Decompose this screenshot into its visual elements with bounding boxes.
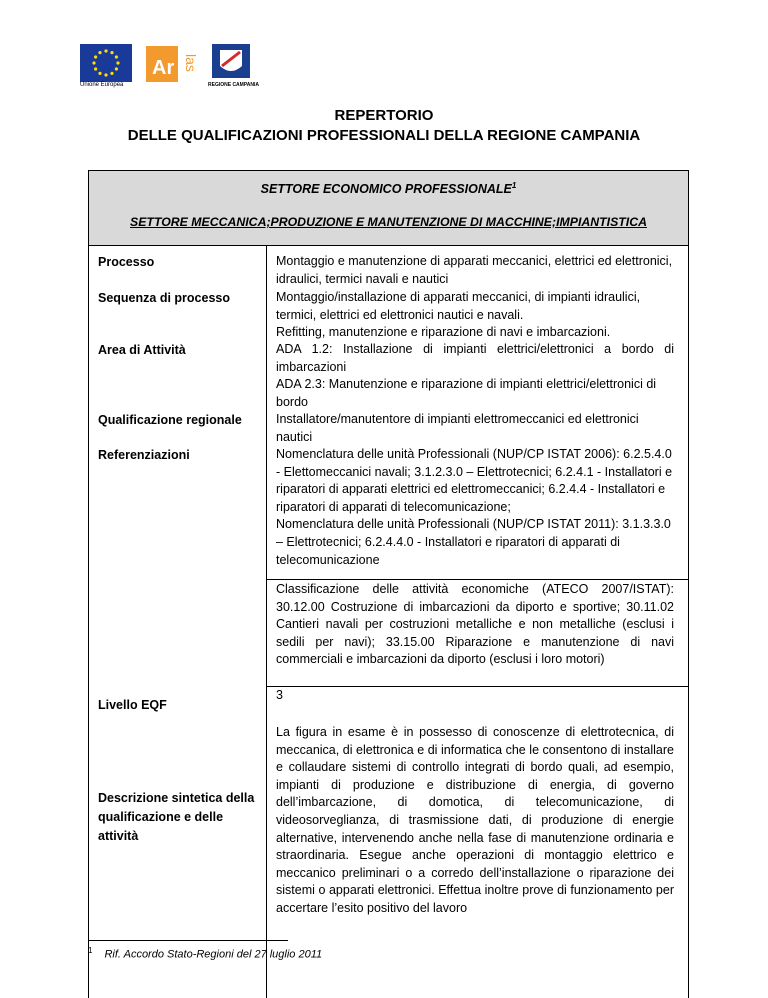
value-area: [276, 341, 674, 411]
value-referenziazioni-ateco: [276, 581, 674, 669]
eu-flag-logo: [80, 44, 132, 82]
label-qualificazione: Qualificazione regionale: [98, 413, 242, 427]
svg-text:Ar: Ar: [152, 57, 175, 79]
regione-campania-logo: [208, 44, 260, 90]
value-referenziazioni-1: Nomenclatura delle unità Professionali (NUP/CP ISTAT 2006): 6.2.5.4.0 - Elettomeccanici navali; 3.1.2.3.0 – Elettrotecnici; 6.2.4.1 - Installatori e riparatori di apparati elettrici ed elettromeccanici; 6.2.4.4 - Installatori e riparatori di apparati di telecomunicazione;: [276, 447, 673, 514]
label-referenziazioni: Referenziazioni: [98, 448, 190, 462]
value-referenziazioni-2: Nomenclatura delle unità Professionali (NUP/CP ISTAT 2011): 3.1.3.3.0 – Elettrotecnici; 6.2.4.4.0 - Installatori e riparatori di apparati di telecomunicazione: [276, 517, 671, 567]
label-descrizione: Descrizione sintetica della qualificazione e delle attività: [98, 791, 255, 843]
footnote-number: 1: [88, 946, 93, 955]
footnote: [88, 946, 322, 961]
eu-logo-caption: Unione Europea: [80, 82, 124, 88]
header-logos: [80, 44, 280, 90]
value-livello-eqf: 3: [276, 688, 283, 702]
footnote-reference: 1: [511, 181, 517, 190]
value-sequenza: [276, 289, 674, 342]
label-livello-eqf: Livello EQF: [98, 698, 167, 712]
label-sequenza: Sequenza di processo: [98, 291, 230, 305]
document-title: [0, 106, 768, 146]
qualification-table: [88, 245, 689, 998]
row-divider: [267, 579, 689, 580]
label-area: Area di Attività: [98, 343, 186, 357]
title-line-1: REPERTORIO: [334, 107, 434, 124]
value-referenziazioni-3: Classificazione delle attività economiche (ATECO 2007/ISTAT): 30.12.00 Costruzione di imbarcazioni da diporto e sportive; 30.11.02 Cantieri navali per costruzioni metalliche e non metalliche (esclusi i sedili per navi); 33.15.00 Riparazione e manutenzione di navi commerciali e imbarcazioni da diporto (esclusi i loro motori): [276, 582, 674, 667]
sector-header: [88, 170, 689, 246]
value-qualificazione: Installatore/manutentore di impianti elettromeccanici ed elettronici nautici: [276, 412, 639, 444]
value-area-2: ADA 2.3: Manutenzione e riparazione di impianti elettrici/elettronici di bordo: [276, 377, 657, 409]
sector-heading: SETTORE ECONOMICO PROFESSIONALE$^1$: [260, 181, 517, 197]
arlas-logo: [146, 44, 204, 84]
column-divider: [266, 245, 267, 998]
title-line-2: DELLE QUALIFICAZIONI PROFESSIONALI DELLA REGIONE CAMPANIA: [127, 127, 641, 144]
label-processo: Processo: [98, 255, 155, 269]
value-processo: Montaggio e manutenzione di apparati meccanici, elettrici ed elettronici, idraulici, termici navali e nautici: [276, 254, 673, 286]
sector-name: SETTORE MECCANICA;PRODUZIONE E MANUTENZIONE DI MACCHINE;IMPIANTISTICA: [130, 215, 647, 229]
value-sequenza-2: Refitting, manutenzione e riparazione di navi e imbarcazioni.: [276, 325, 611, 340]
svg-text:las: las: [183, 54, 199, 72]
footnote-separator: [88, 940, 288, 941]
footnote-text: Rif. Accordo Stato-Regioni del 27 luglio 2011: [104, 948, 323, 961]
regione-campania-caption: REGIONE CAMPANIA: [208, 82, 260, 88]
value-referenziazioni-a: [276, 446, 674, 569]
value-area-1: ADA 1.2: Installazione di impianti elettrici/elettronici a bordo di imbarcazioni: [276, 342, 674, 374]
value-descrizione: La figura in esame è in possesso di conoscenze di elettrotecnica, di meccanica, di elettronica e di informatica che le consentono di installare e collaudare sistemi di controllo integrati di bordo quali, ad esempio, impianti di produzione e distribuzione di energia, di governo dell’imbarcazione, di domotica, di telecomunicazione, di videosorveglianza, di trasmissione dati, di produzione di energie alternative, intervenendo anche nella fase di manutenzione ordinaria e straordinaria. Esegue anche operazioni di montaggio elettrico e meccanico preliminari o a corredo dell’installazione o riparazione dei sistemi o apparati elettronici. Effettua inoltre prove di funzionamento per accertare l’esito positivo del lavoro: [276, 725, 674, 915]
value-sequenza-1: Montaggio/installazione di apparati meccanici, di impianti idraulici, termici, elettrici ed elettronici nautici e navali.: [276, 290, 641, 322]
